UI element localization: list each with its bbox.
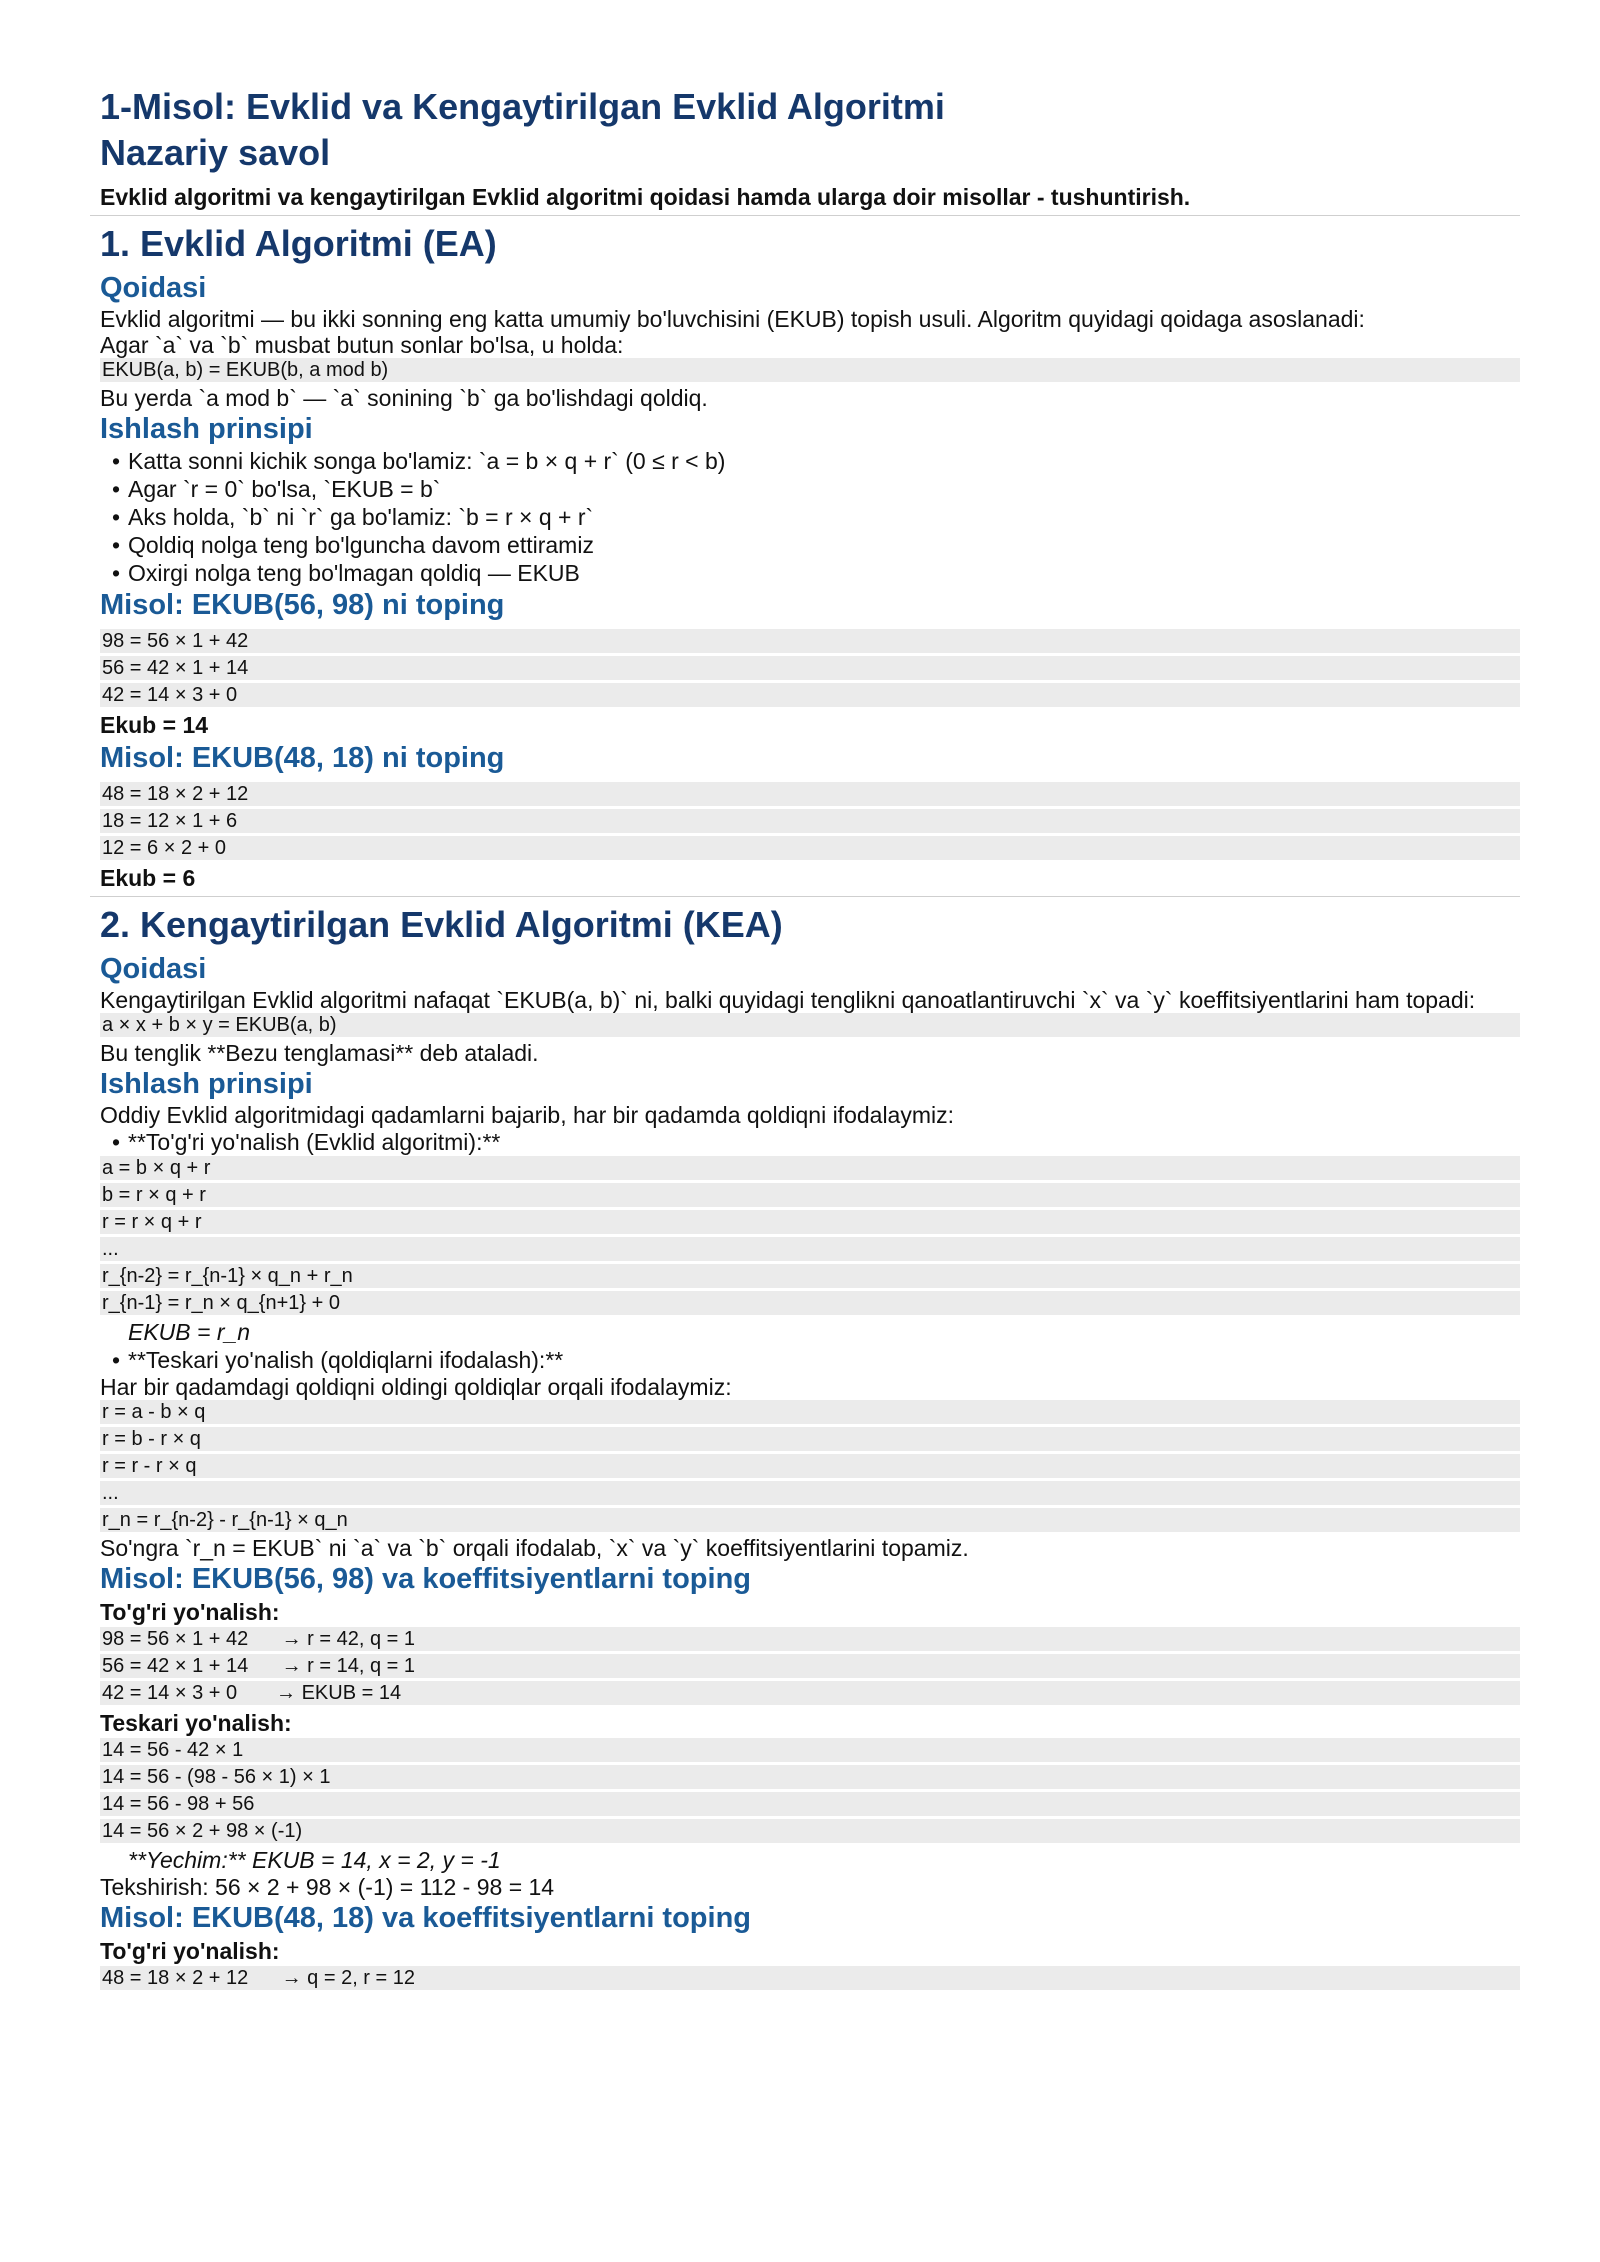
code-line: ...	[100, 1237, 1520, 1261]
s1-rule-formula: EKUB(a, b) = EKUB(b, a mod b)	[100, 358, 1520, 382]
code-line: 42 = 14 × 3 + 0 → EKUB = 14	[100, 1681, 1520, 1705]
s1-example2-heading: Misol: EKUB(48, 18) ni toping	[100, 742, 505, 774]
code-line: 98 = 56 × 1 + 42	[100, 629, 1520, 653]
code-line: r_{n-2} = r_{n-1} × q_n + r_n	[100, 1264, 1520, 1288]
code-line: 14 = 56 × 2 + 98 × (-1)	[100, 1819, 1520, 1843]
code-line: 18 = 12 × 1 + 6	[100, 809, 1520, 833]
code-line: r_n = r_{n-2} - r_{n-1} × q_n	[100, 1508, 1520, 1532]
code-line: a = b × q + r	[100, 1156, 1520, 1180]
s2-rule-paragraph: Kengaytirilgan Evklid algoritmi nafaqat `EKUB(a, b)` ni, balki quyidagi tenglikni qanoatlantiruvchi `x` va `y` koeffitsiyentlarini ham topadi:	[100, 987, 1476, 1013]
s1-rule-paragraph: Evklid algoritmi — bu ikki sonning eng katta umumiy bo'luvchisini (EKUB) topish usuli. Algoritm quyidagi qoidaga asoslanadi:	[100, 306, 1365, 332]
code-line: 48 = 18 × 2 + 12 → q = 2, r = 12	[100, 1966, 1520, 1990]
divider	[90, 215, 1520, 216]
code-line: r = r - r × q	[100, 1454, 1520, 1478]
list-item: • **Teskari yo'nalish (qoldiqlarni ifodalash):**	[112, 1347, 564, 1373]
page-subtitle: Nazariy savol	[100, 132, 331, 173]
section-1-heading: 1. Evklid Algoritmi (EA)	[100, 223, 497, 264]
s2-example2-heading: Misol: EKUB(48, 18) va koeffitsiyentlarni toping	[100, 1902, 751, 1934]
s1-rule-condition: Agar `a` va `b` musbat butun sonlar bo'lsa, u holda:	[100, 332, 624, 358]
list-item: • Aks holda, `b` ni `r` ga bo'lamiz: `b = r × q + r`	[112, 504, 594, 530]
code-line: r = a - b × q	[100, 1400, 1520, 1424]
code-line: r_{n-1} = r_n × q_{n+1} + 0	[100, 1291, 1520, 1315]
list-item: • Qoldiq nolga teng bo'lguncha davom ettiramiz	[112, 532, 594, 558]
code-line: 56 = 42 × 1 + 14	[100, 656, 1520, 680]
s2-example1-backward-label: Teskari yo'nalish:	[100, 1710, 292, 1736]
intro-text: Evklid algoritmi va kengaytirilgan Evklid algoritmi qoidasi hamda ularga doir misollar - tushuntirish.	[100, 184, 1191, 210]
s1-example2-result: Ekub = 6	[100, 865, 196, 891]
code-line: 12 = 6 × 2 + 0	[100, 836, 1520, 860]
code-line: 14 = 56 - 42 × 1	[100, 1738, 1520, 1762]
page-title: 1-Misol: Evklid va Kengaytirilgan Evklid Algoritmi	[100, 86, 945, 127]
s2-example1-forward-label: To'g'ri yo'nalish:	[100, 1599, 280, 1625]
s2-principle-paragraph: Oddiy Evklid algoritmidagi qadamlarni bajarib, har bir qadamda qoldiqni ifodalaymiz:	[100, 1102, 954, 1128]
s2-rule-formula: a × x + b × y = EKUB(a, b)	[100, 1013, 1520, 1037]
s2-backward-paragraph: Har bir qadamdagi qoldiqni oldingi qoldiqlar orqali ifodalaymiz:	[100, 1374, 732, 1400]
divider	[90, 896, 1520, 897]
s2-example2-forward-label: To'g'ri yo'nalish:	[100, 1938, 280, 1964]
code-line: r = b - r × q	[100, 1427, 1520, 1451]
s2-principle-heading: Ishlash prinsipi	[100, 1068, 313, 1100]
s1-example1-result: Ekub = 14	[100, 712, 209, 738]
s1-rule-explanation: Bu yerda `a mod b` — `a` sonining `b` ga bo'lishdagi qoldiq.	[100, 385, 708, 411]
section-2-heading: 2. Kengaytirilgan Evklid Algoritmi (KEA)	[100, 904, 783, 945]
list-item: • **To'g'ri yo'nalish (Evklid algoritmi):**	[112, 1129, 501, 1155]
s2-example1-solution: **Yechim:** EKUB = 14, x = 2, y = -1	[128, 1847, 501, 1873]
code-line: 14 = 56 - 98 + 56	[100, 1792, 1520, 1816]
list-item: • Agar `r = 0` bo'lsa, `EKUB = b`	[112, 476, 441, 502]
s1-principle-list	[100, 447, 1510, 587]
code-line: 14 = 56 - (98 - 56 × 1) × 1	[100, 1765, 1520, 1789]
s1-example1-heading: Misol: EKUB(56, 98) ni toping	[100, 589, 505, 621]
s2-example1-check: Tekshirish: 56 × 2 + 98 × (-1) = 112 - 98 = 14	[100, 1874, 555, 1900]
s2-backward-after: So'ngra `r_n = EKUB` ni `a` va `b` orqali ifodalab, `x` va `y` koeffitsiyentlarini topamiz.	[100, 1535, 969, 1561]
code-line: r = r × q + r	[100, 1210, 1520, 1234]
code-line: b = r × q + r	[100, 1183, 1520, 1207]
code-line: 42 = 14 × 3 + 0	[100, 683, 1520, 707]
code-line: 48 = 18 × 2 + 12	[100, 782, 1520, 806]
s2-backward-list	[100, 1346, 1510, 1374]
s2-forward-list	[100, 1128, 1510, 1156]
s1-principle-heading: Ishlash prinsipi	[100, 413, 313, 445]
s1-rule-heading: Qoidasi	[100, 272, 207, 304]
code-line: ...	[100, 1481, 1520, 1505]
s2-rule-heading: Qoidasi	[100, 953, 207, 985]
s2-example1-heading: Misol: EKUB(56, 98) va koeffitsiyentlarni toping	[100, 1563, 751, 1595]
code-line: 56 = 42 × 1 + 14 → r = 14, q = 1	[100, 1654, 1520, 1678]
list-item: • Oxirgi nolga teng bo'lmagan qoldiq — EKUB	[112, 560, 580, 586]
s2-forward-result: EKUB = r_n	[128, 1319, 251, 1345]
list-item: • Katta sonni kichik songa bo'lamiz: `a = b × q + r` (0 ≤ r < b)	[112, 448, 726, 474]
code-line: 98 = 56 × 1 + 42 → r = 42, q = 1	[100, 1627, 1520, 1651]
s2-rule-explanation: Bu tenglik **Bezu tenglamasi** deb ataladi.	[100, 1040, 539, 1066]
